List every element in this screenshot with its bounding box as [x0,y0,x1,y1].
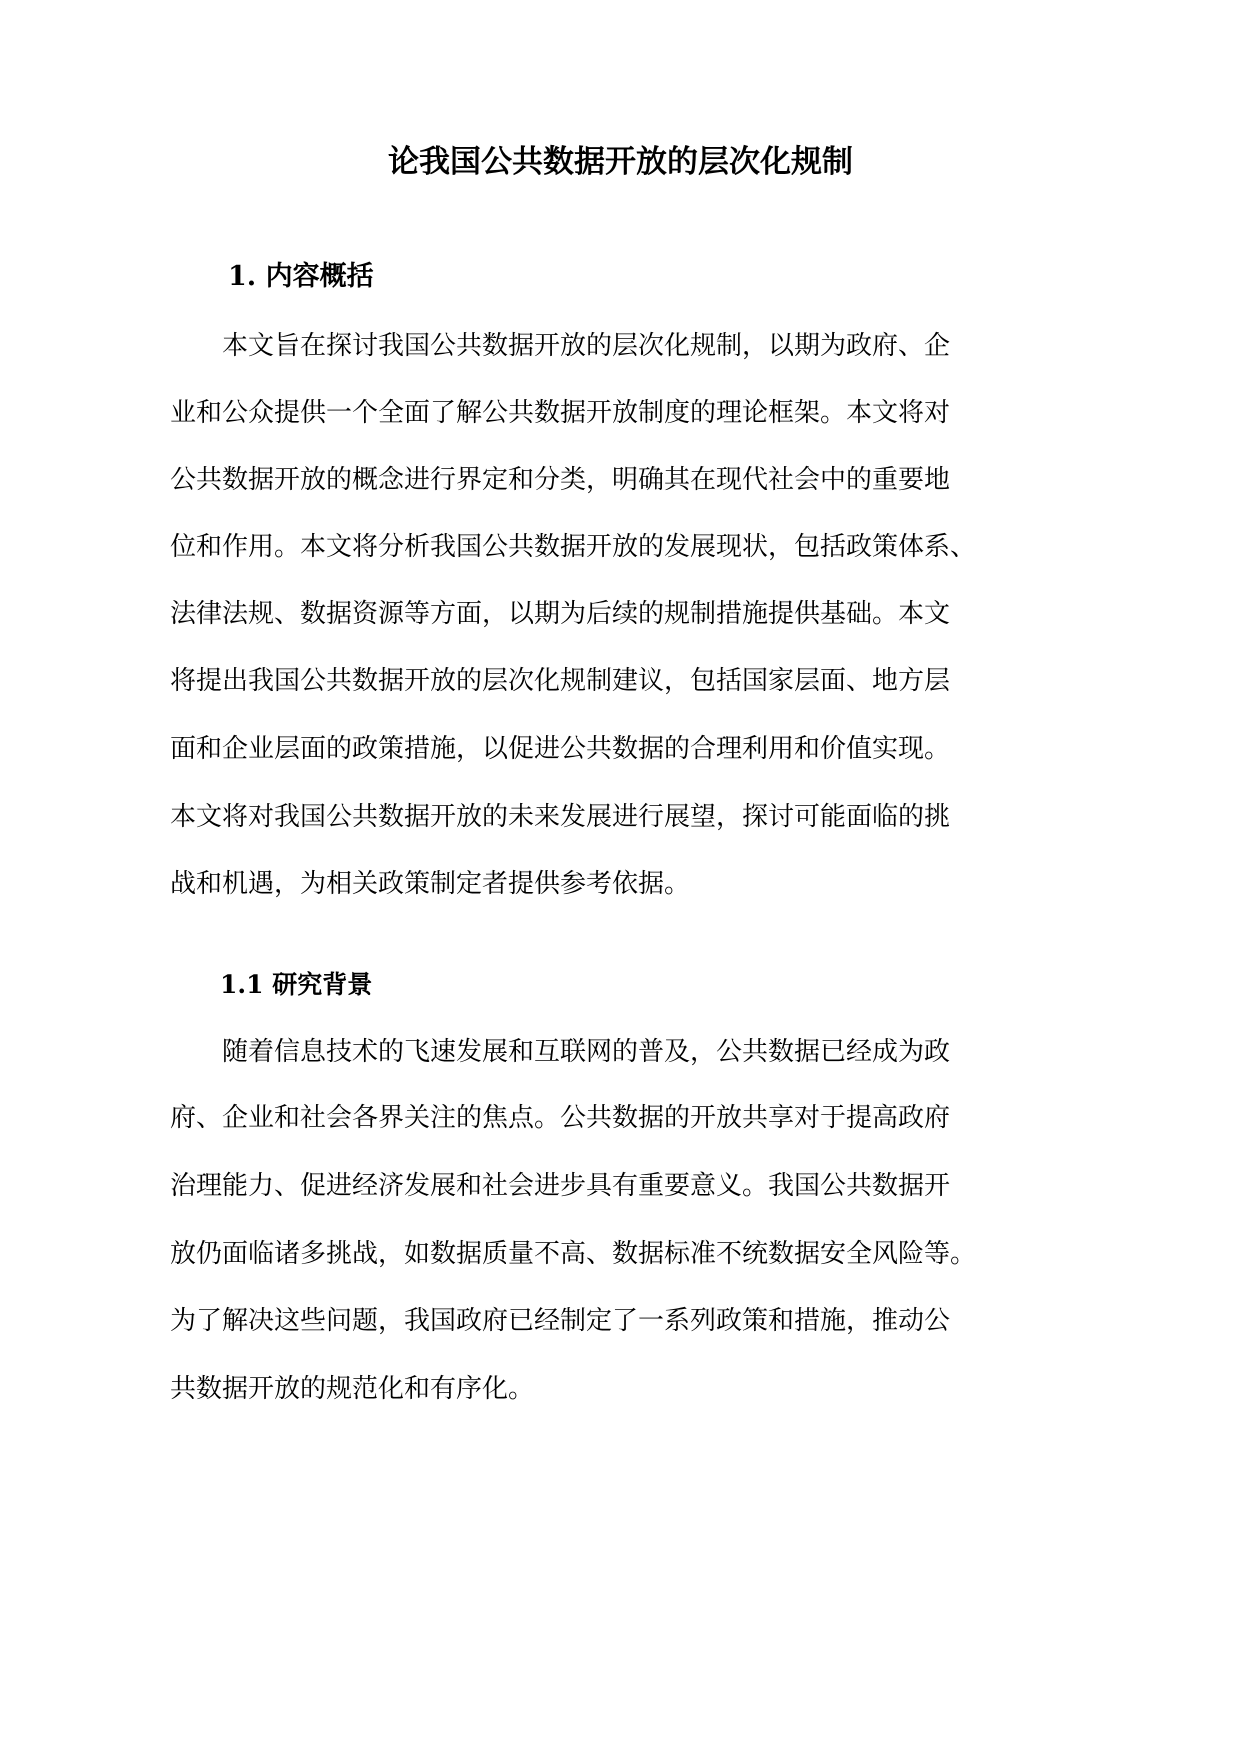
section-heading-summary: 1. 内容概括 [228,261,374,292]
paragraph-line: 战和机遇，为相关政策制定者提供参考依据。 [170,869,691,899]
paragraph-line: 随着信息技术的飞速发展和互联网的普及，公共数据已经成为政 [222,1037,951,1067]
paragraph-line: 位和作用。本文将分析我国公共数据开放的发展现状，包括政策体系、 [170,532,977,562]
paragraph-line: 将提出我国公共数据开放的层次化规制建议，包括国家层面、地方层 [170,666,951,696]
paragraph-line: 府、企业和社会各界关注的焦点。公共数据的开放共享对于提高政府 [170,1103,951,1133]
paragraph-line: 本文旨在探讨我国公共数据开放的层次化规制，以期为政府、企 [222,331,951,361]
paragraph-line: 业和公众提供一个全面了解公共数据开放制度的理论框架。本文将对 [170,398,951,428]
paragraph-line: 治理能力、促进经济发展和社会进步具有重要意义。我国公共数据开 [170,1171,951,1201]
document-title: 论我国公共数据开放的层次化规制 [388,144,853,180]
paragraph-line: 共数据开放的规范化和有序化。 [170,1374,535,1404]
paragraph-line: 本文将对我国公共数据开放的未来发展进行展望，探讨可能面临的挑 [170,802,951,832]
section-heading-background: 1.1 研究背景 [220,970,373,999]
paragraph-line: 公共数据开放的概念进行界定和分类，明确其在现代社会中的重要地 [170,465,951,495]
paragraph-line: 为了解决这些问题，我国政府已经制定了一系列政策和措施，推动公 [170,1306,951,1336]
paragraph-line: 法律法规、数据资源等方面，以期为后续的规制措施提供基础。本文 [170,599,951,629]
paragraph-line: 放仍面临诸多挑战，如数据质量不高、数据标准不统数据安全风险等。 [170,1239,977,1269]
paragraph-line: 面和企业层面的政策措施，以促进公共数据的合理利用和价值实现。 [170,734,951,764]
